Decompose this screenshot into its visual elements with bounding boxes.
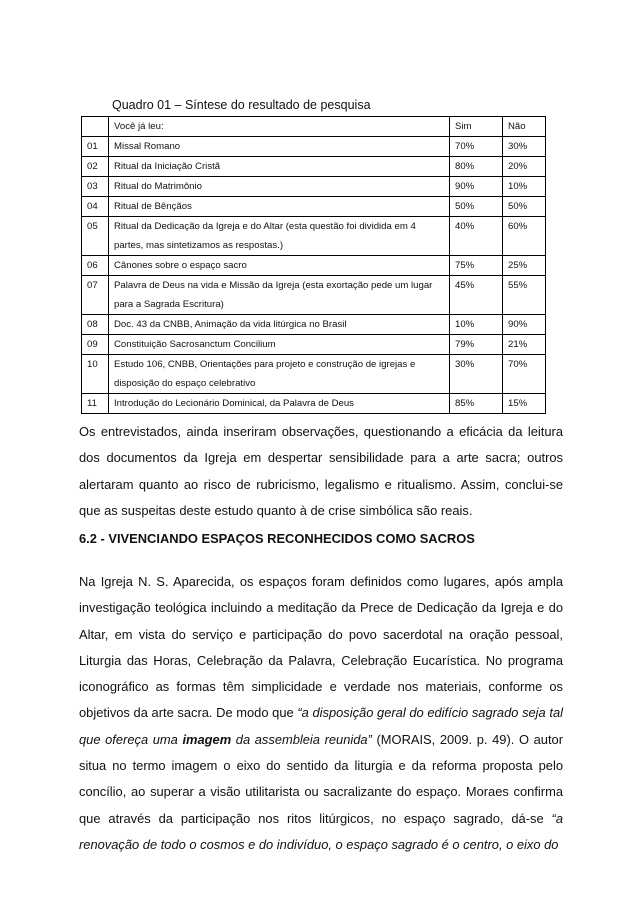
table-row <box>82 315 546 335</box>
table-row <box>82 197 546 217</box>
row-sim: 50% <box>450 197 503 217</box>
row-nao: 10% <box>503 177 546 197</box>
row-nao: 15% <box>503 394 546 414</box>
row-sim: 70% <box>450 137 503 157</box>
row-nao: 50% <box>503 197 546 217</box>
header-nao: Não <box>503 117 546 137</box>
row-item: Introdução do Lecionário Dominical, da Palavra de Deus <box>109 394 450 414</box>
row-number: 10 <box>82 355 109 394</box>
row-item: Ritual da Iniciação Cristã <box>109 157 450 177</box>
row-nao: 30% <box>503 137 546 157</box>
table-row <box>82 177 546 197</box>
row-number: 02 <box>82 157 109 177</box>
row-nao: 90% <box>503 315 546 335</box>
paragraph-text: (MORAIS, 2009. p. 49). O autor situa no termo imagem o eixo do sentido da liturgia e da reforma proposta pelo concílio, ao superar a visão utilitarista ou sacralizante do espaço. Moraes confirma que através da participação nos ritos litúrgicos, no espaço sagrado, dá-se <box>79 731 563 826</box>
row-sim: 30% <box>450 355 503 394</box>
row-number: 07 <box>82 276 109 315</box>
paragraph-observations: Os entrevistados, ainda inseriram observações, questionando a eficácia da leitura dos documentos da Igreja em despertar sensibilidade para a arte sacra; outros alertaram quanto ao risco de rubricismo, legalismo e ritualismo. Assim, conclui-se que as suspeitas deste estudo quanto à de crise simbólica são reais. <box>79 424 563 518</box>
row-item: Constituição Sacrosanctum Concilium <box>109 335 450 355</box>
row-nao: 21% <box>503 335 546 355</box>
table-caption: Quadro 01 – Síntese do resultado de pesquisa <box>112 98 371 112</box>
row-sim: 40% <box>450 217 503 256</box>
results-table <box>81 116 546 414</box>
table-row <box>82 276 546 315</box>
table-row <box>82 335 546 355</box>
table-row <box>82 394 546 414</box>
row-nao: 20% <box>503 157 546 177</box>
row-item: Missal Romano <box>109 137 450 157</box>
row-sim: 79% <box>450 335 503 355</box>
row-item: Cânones sobre o espaço sacro <box>109 256 450 276</box>
row-number: 01 <box>82 137 109 157</box>
table-row <box>82 355 546 394</box>
row-sim: 45% <box>450 276 503 315</box>
row-number: 11 <box>82 394 109 414</box>
row-sim: 10% <box>450 315 503 335</box>
row-nao: 55% <box>503 276 546 315</box>
row-nao: 60% <box>503 217 546 256</box>
quote-text: “a renovação de todo o cosmos e do indivíduo, o espaço sagrado é o centro, o eixo do <box>79 810 563 852</box>
row-number: 03 <box>82 177 109 197</box>
row-item: Estudo 106, CNBB, Orientações para projeto e construção de igrejas e disposição do espaço celebrativo <box>109 355 450 394</box>
section-heading: 6.2 - VIVENCIANDO ESPAÇOS RECONHECIDOS COMO SACROS <box>79 531 475 546</box>
row-item: Ritual do Matrimônio <box>109 177 450 197</box>
header-num <box>82 117 109 137</box>
row-number: 08 <box>82 315 109 335</box>
quote-part: da assembleia reunida” <box>231 731 372 747</box>
paragraph-aparecida <box>79 569 563 858</box>
table-row <box>82 137 546 157</box>
row-sim: 75% <box>450 256 503 276</box>
row-item: Ritual da Dedicação da Igreja e do Altar (esta questão foi dividida em 4 partes, mas sintetizamos as respostas.) <box>109 217 450 256</box>
table-row <box>82 217 546 256</box>
table-header-row <box>82 117 546 137</box>
quote-part: “a disposição geral do edifício sagrado seja tal que ofereça uma <box>79 705 563 747</box>
row-number: 09 <box>82 335 109 355</box>
quote-bold-word: imagem <box>182 731 232 747</box>
row-nao: 70% <box>503 355 546 394</box>
paragraph-text: Na Igreja N. S. Aparecida, os espaços foram definidos como lugares, após ampla investigação teológica incluindo a meditação da Prece de Dedicação da Igreja e do Altar, em vista do serviço e participação do povo sacerdotal na oração pessoal, Liturgia das Horas, Celebração da Palavra, Celebração Eucarística. No programa iconográfico as formas têm simplicidade e verdade nos materiais, conforme os objetivos da arte sacra. De modo que <box>79 574 563 721</box>
header-sim: Sim <box>450 117 503 137</box>
row-sim: 90% <box>450 177 503 197</box>
row-item: Doc. 43 da CNBB, Animação da vida litúrgica no Brasil <box>109 315 450 335</box>
row-sim: 85% <box>450 394 503 414</box>
row-number: 04 <box>82 197 109 217</box>
row-nao: 25% <box>503 256 546 276</box>
header-item: Você já leu: <box>109 117 450 137</box>
row-sim: 80% <box>450 157 503 177</box>
row-number: 06 <box>82 256 109 276</box>
row-item: Ritual de Bênçãos <box>109 197 450 217</box>
row-number: 05 <box>82 217 109 256</box>
table-row <box>82 157 546 177</box>
row-item: Palavra de Deus na vida e Missão da Igreja (esta exortação pede um lugar para a Sagrada Escritura) <box>109 276 450 315</box>
table-row <box>82 256 546 276</box>
